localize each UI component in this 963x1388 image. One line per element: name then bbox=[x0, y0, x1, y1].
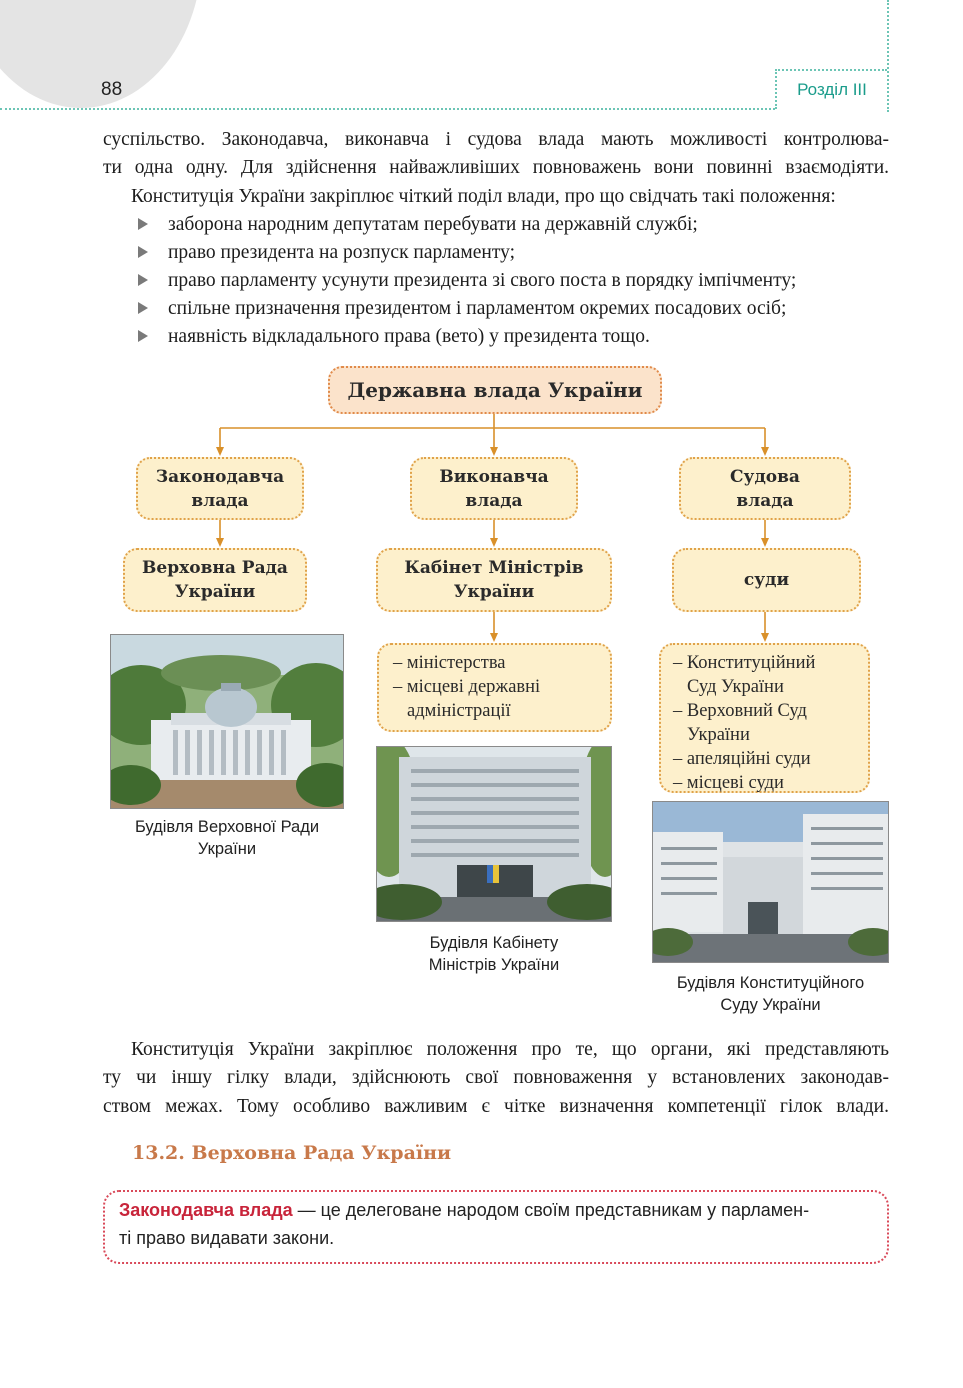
page-number: 88 bbox=[101, 79, 123, 100]
photo-caption bbox=[652, 972, 889, 1016]
list-item: Суд України bbox=[687, 677, 784, 697]
body-label: Верховна Рада bbox=[142, 558, 288, 578]
text-line: ту чи іншу гілку влади, здійснюють свої повноваження у встановлених законодав- bbox=[103, 1067, 889, 1088]
caption-line: Будівля Кабінету bbox=[429, 934, 559, 952]
list-item: право парламенту усунути президента зі свого поста в порядку імпічменту; bbox=[168, 270, 797, 291]
cabinet-ministers-photo bbox=[376, 746, 612, 922]
diagram-root: Державна влада України bbox=[328, 366, 662, 414]
definition-box bbox=[103, 1190, 889, 1264]
definition-text: — це делеговане народом своїм представникам у парламен- bbox=[292, 1200, 810, 1220]
body-label: Кабінет Міністрів bbox=[404, 558, 584, 578]
definition-term: Законодавча влада bbox=[119, 1200, 293, 1220]
list-item: – місцеві державні bbox=[393, 677, 541, 697]
body-verkhovna-rada bbox=[123, 548, 307, 612]
constitutional-court-photo bbox=[652, 801, 889, 963]
branch-label: Законодавча bbox=[155, 466, 285, 487]
branch-label: влада bbox=[191, 490, 249, 511]
text-line: Конституція України закріплює чіткий поділ влади, про що свідчать такі положення: bbox=[131, 186, 836, 207]
caption-line: Міністрів України bbox=[428, 956, 560, 974]
list-item: наявність відкладального права (вето) у президента тощо. bbox=[168, 326, 650, 347]
body-label: України bbox=[453, 582, 535, 602]
caption-line: Суду України bbox=[720, 996, 821, 1014]
list-item: право президента на розпуск парламенту; bbox=[168, 242, 515, 263]
body-label: України bbox=[174, 582, 256, 602]
executive-sub-list bbox=[377, 643, 612, 732]
list-item: – Верховний Суд bbox=[673, 701, 807, 721]
list-item: адміністрації bbox=[407, 701, 511, 721]
list-item: – Конституційний bbox=[673, 653, 816, 673]
list-item: заборона народним депутатам перебувати на державній службі; bbox=[168, 214, 698, 235]
list-item: спільне призначення президентом і парламентом окремих посадових осіб; bbox=[168, 298, 787, 319]
list-item: – апеляційні суди bbox=[673, 749, 811, 769]
branch-label: Судова bbox=[730, 466, 800, 487]
definition-text: ті право видавати закони. bbox=[119, 1228, 335, 1248]
branch-legislative bbox=[136, 457, 304, 520]
photo-caption bbox=[110, 816, 344, 860]
list-item: України bbox=[687, 725, 750, 745]
text-line: суспільство. Законодавча, виконавча і судова влада мають можливості контролюва- bbox=[103, 129, 889, 150]
caption-line: України bbox=[197, 840, 257, 858]
caption-line: Будівля Конституційного bbox=[676, 974, 865, 992]
list-item: – місцеві суди bbox=[673, 773, 784, 793]
body-cabinet bbox=[376, 548, 612, 612]
branch-executive bbox=[410, 457, 578, 520]
branch-label: влада bbox=[736, 490, 794, 511]
section-heading: 13.2. Верховна Рада України bbox=[132, 1142, 452, 1164]
text-line: ти одна одну. Для здійснення найважливіших повноважень вони повинні взаємодіяти. bbox=[103, 157, 889, 178]
text-line: Конституція України закріплює положення про те, що органи, які представляють bbox=[131, 1039, 889, 1060]
body-courts bbox=[672, 548, 861, 612]
caption-line: Будівля Верховної Ради bbox=[134, 818, 320, 836]
branch-label: влада bbox=[465, 490, 523, 511]
courts-sub-list bbox=[659, 643, 870, 793]
body-label: суди bbox=[743, 570, 790, 590]
branch-label: Виконавча bbox=[439, 466, 549, 487]
list-item: – міністерства bbox=[393, 653, 506, 673]
branch-judicial bbox=[679, 457, 851, 520]
photo-caption bbox=[376, 932, 612, 976]
section-label: Розділ III bbox=[775, 69, 887, 109]
verkhovna-rada-photo bbox=[110, 634, 344, 809]
text-line: ством межах. Тому особливо важливим є чітке визначення компетенції гілок влади. bbox=[103, 1096, 889, 1117]
